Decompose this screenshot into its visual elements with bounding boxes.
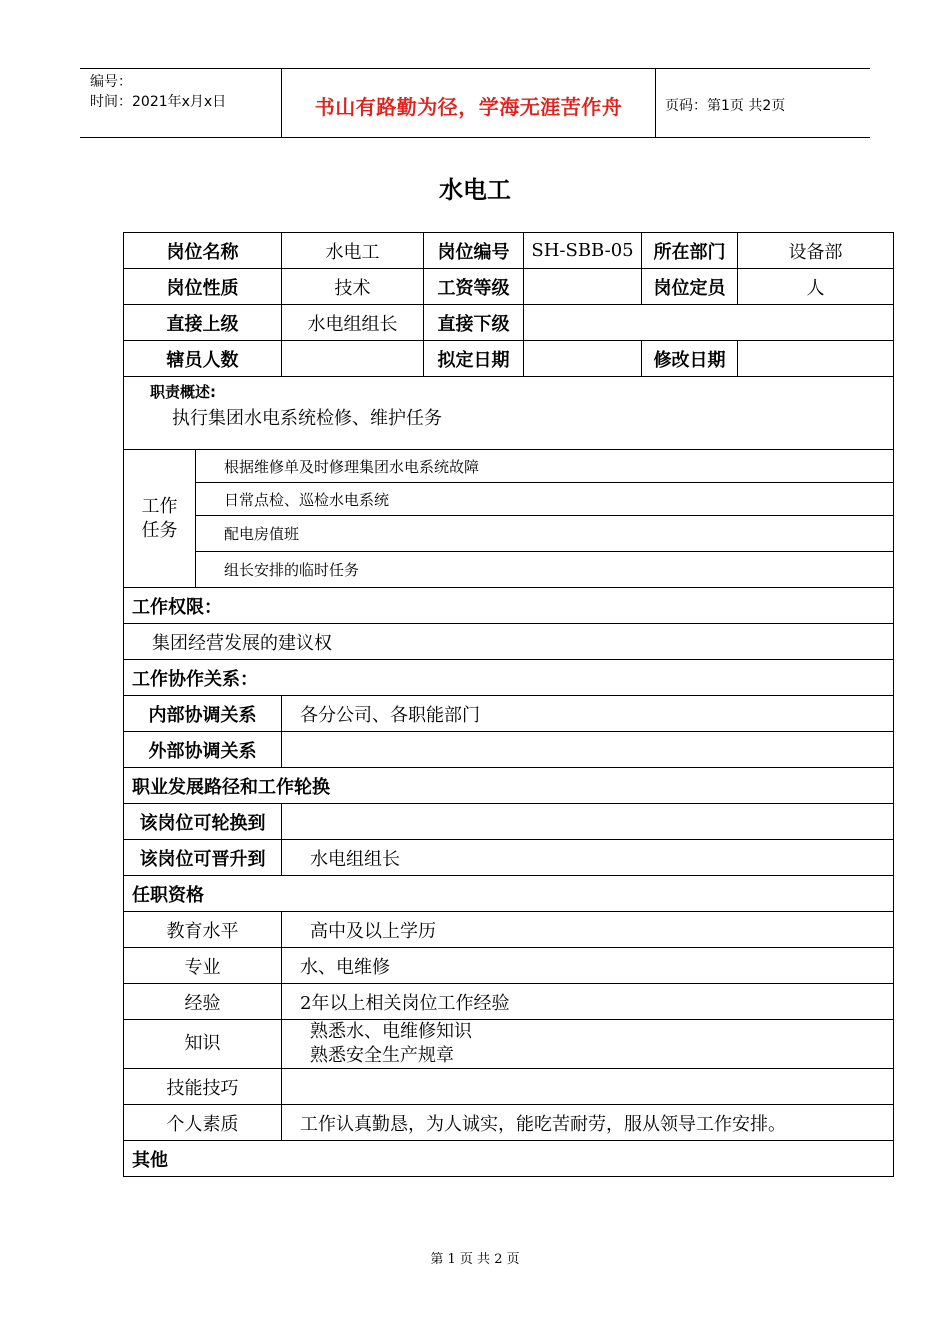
summary-row <box>124 377 894 450</box>
draft-date-value <box>524 341 642 377</box>
header-meta-cell <box>80 69 281 137</box>
task-item: 日常点检、巡检水电系统 <box>196 483 894 516</box>
page-footer: 第 1 页 共 2 页 <box>430 1252 520 1267</box>
job-nature-value: 技术 <box>282 269 424 305</box>
rotation-value <box>282 804 894 840</box>
headcount-value: 人 <box>738 269 894 305</box>
document-header <box>80 68 870 138</box>
job-code-label: 岗位编号 <box>424 233 524 269</box>
draft-date-label: 拟定日期 <box>424 341 524 377</box>
summary-heading: 职责概述: <box>150 383 216 401</box>
header-motto-cell <box>281 69 656 137</box>
knowledge-value <box>282 1020 894 1069</box>
staff-count-label: 辖员人数 <box>124 341 282 377</box>
task-item: 组长安排的临时任务 <box>196 552 894 588</box>
internal-coordination-label: 内部协调关系 <box>124 696 282 732</box>
promotion-value: 水电组组长 <box>282 840 894 876</box>
external-coordination-label: 外部协调关系 <box>124 732 282 768</box>
task-row <box>124 516 894 552</box>
department-label: 所在部门 <box>642 233 738 269</box>
promotion-label: 该岗位可晋升到 <box>124 840 282 876</box>
internal-coordination-value: 各分公司、各职能部门 <box>282 696 894 732</box>
revision-date-label: 修改日期 <box>642 341 738 377</box>
knowledge-line: 熟悉安全生产规章 <box>310 1045 454 1066</box>
task-row <box>124 483 894 516</box>
header-page-cell <box>655 69 870 137</box>
external-coordination-row <box>124 732 894 768</box>
date-label: 时间：2021年x月x日 <box>90 94 227 110</box>
career-heading: 职业发展路径和工作轮换 <box>124 768 894 804</box>
knowledge-row <box>124 1020 894 1069</box>
tasks-label-line2: 任务 <box>141 519 178 541</box>
task-item: 根据维修单及时修理集团水电系统故障 <box>196 450 894 483</box>
education-value: 高中及以上学历 <box>282 912 894 948</box>
headcount-label: 岗位定员 <box>642 269 738 305</box>
promotion-row <box>124 840 894 876</box>
summary-text: 执行集团水电系统检修、维护任务 <box>172 408 442 429</box>
qualification-heading-row <box>124 876 894 912</box>
coordination-heading-row <box>124 660 894 696</box>
external-coordination-value <box>282 732 894 768</box>
personal-quality-row <box>124 1105 894 1141</box>
motto: 书山有路勤为径，学海无涯苦作舟 <box>314 95 623 119</box>
direct-subordinate-value <box>524 305 894 341</box>
internal-coordination-row <box>124 696 894 732</box>
authority-heading-row <box>124 588 894 624</box>
salary-grade-value <box>524 269 642 305</box>
skills-row <box>124 1069 894 1105</box>
authority-text: 集团经营发展的建议权 <box>124 624 894 660</box>
job-name-value: 水电工 <box>282 233 424 269</box>
job-code-value: SH-SBB-05 <box>524 233 642 269</box>
personal-quality-value: 工作认真勤恳，为人诚实，能吃苦耐劳，服从领导工作安排。 <box>282 1105 894 1141</box>
info-row-3 <box>124 305 894 341</box>
job-nature-label: 岗位性质 <box>124 269 282 305</box>
direct-superior-label: 直接上级 <box>124 305 282 341</box>
skills-label: 技能技巧 <box>124 1069 282 1105</box>
education-row <box>124 912 894 948</box>
task-row <box>124 552 894 588</box>
salary-grade-label: 工资等级 <box>424 269 524 305</box>
major-row <box>124 948 894 984</box>
tasks-label-line1: 工作 <box>141 495 178 517</box>
authority-heading: 工作权限： <box>124 588 894 624</box>
revision-date-value <box>738 341 894 377</box>
summary-cell <box>124 377 894 450</box>
job-description-table <box>123 232 894 1177</box>
rotation-row <box>124 804 894 840</box>
info-row-1 <box>124 233 894 269</box>
experience-label: 经验 <box>124 984 282 1020</box>
knowledge-label: 知识 <box>124 1020 282 1069</box>
direct-subordinate-label: 直接下级 <box>424 305 524 341</box>
qualification-heading: 任职资格 <box>124 876 894 912</box>
direct-superior-value: 水电组组长 <box>282 305 424 341</box>
task-row <box>124 450 894 483</box>
page-info: 页码：第1页 共2页 <box>665 98 786 114</box>
staff-count-value <box>282 341 424 377</box>
info-row-2 <box>124 269 894 305</box>
experience-value: 2年以上相关岗位工作经验 <box>282 984 894 1020</box>
document-title: 水电工 <box>439 176 511 204</box>
major-label: 专业 <box>124 948 282 984</box>
major-value: 水、电维修 <box>282 948 894 984</box>
other-heading: 其他 <box>124 1141 894 1177</box>
skills-value <box>282 1069 894 1105</box>
department-value: 设备部 <box>738 233 894 269</box>
serial-number-label: 编号： <box>90 74 132 90</box>
authority-text-row <box>124 624 894 660</box>
personal-quality-label: 个人素质 <box>124 1105 282 1141</box>
job-name-label: 岗位名称 <box>124 233 282 269</box>
knowledge-line: 熟悉水、电维修知识 <box>310 1021 472 1042</box>
tasks-label <box>124 450 196 588</box>
info-row-4 <box>124 341 894 377</box>
coordination-heading: 工作协作关系： <box>124 660 894 696</box>
education-label: 教育水平 <box>124 912 282 948</box>
rotation-label: 该岗位可轮换到 <box>124 804 282 840</box>
career-heading-row <box>124 768 894 804</box>
experience-row <box>124 984 894 1020</box>
other-row <box>124 1141 894 1177</box>
task-item: 配电房值班 <box>196 516 894 552</box>
